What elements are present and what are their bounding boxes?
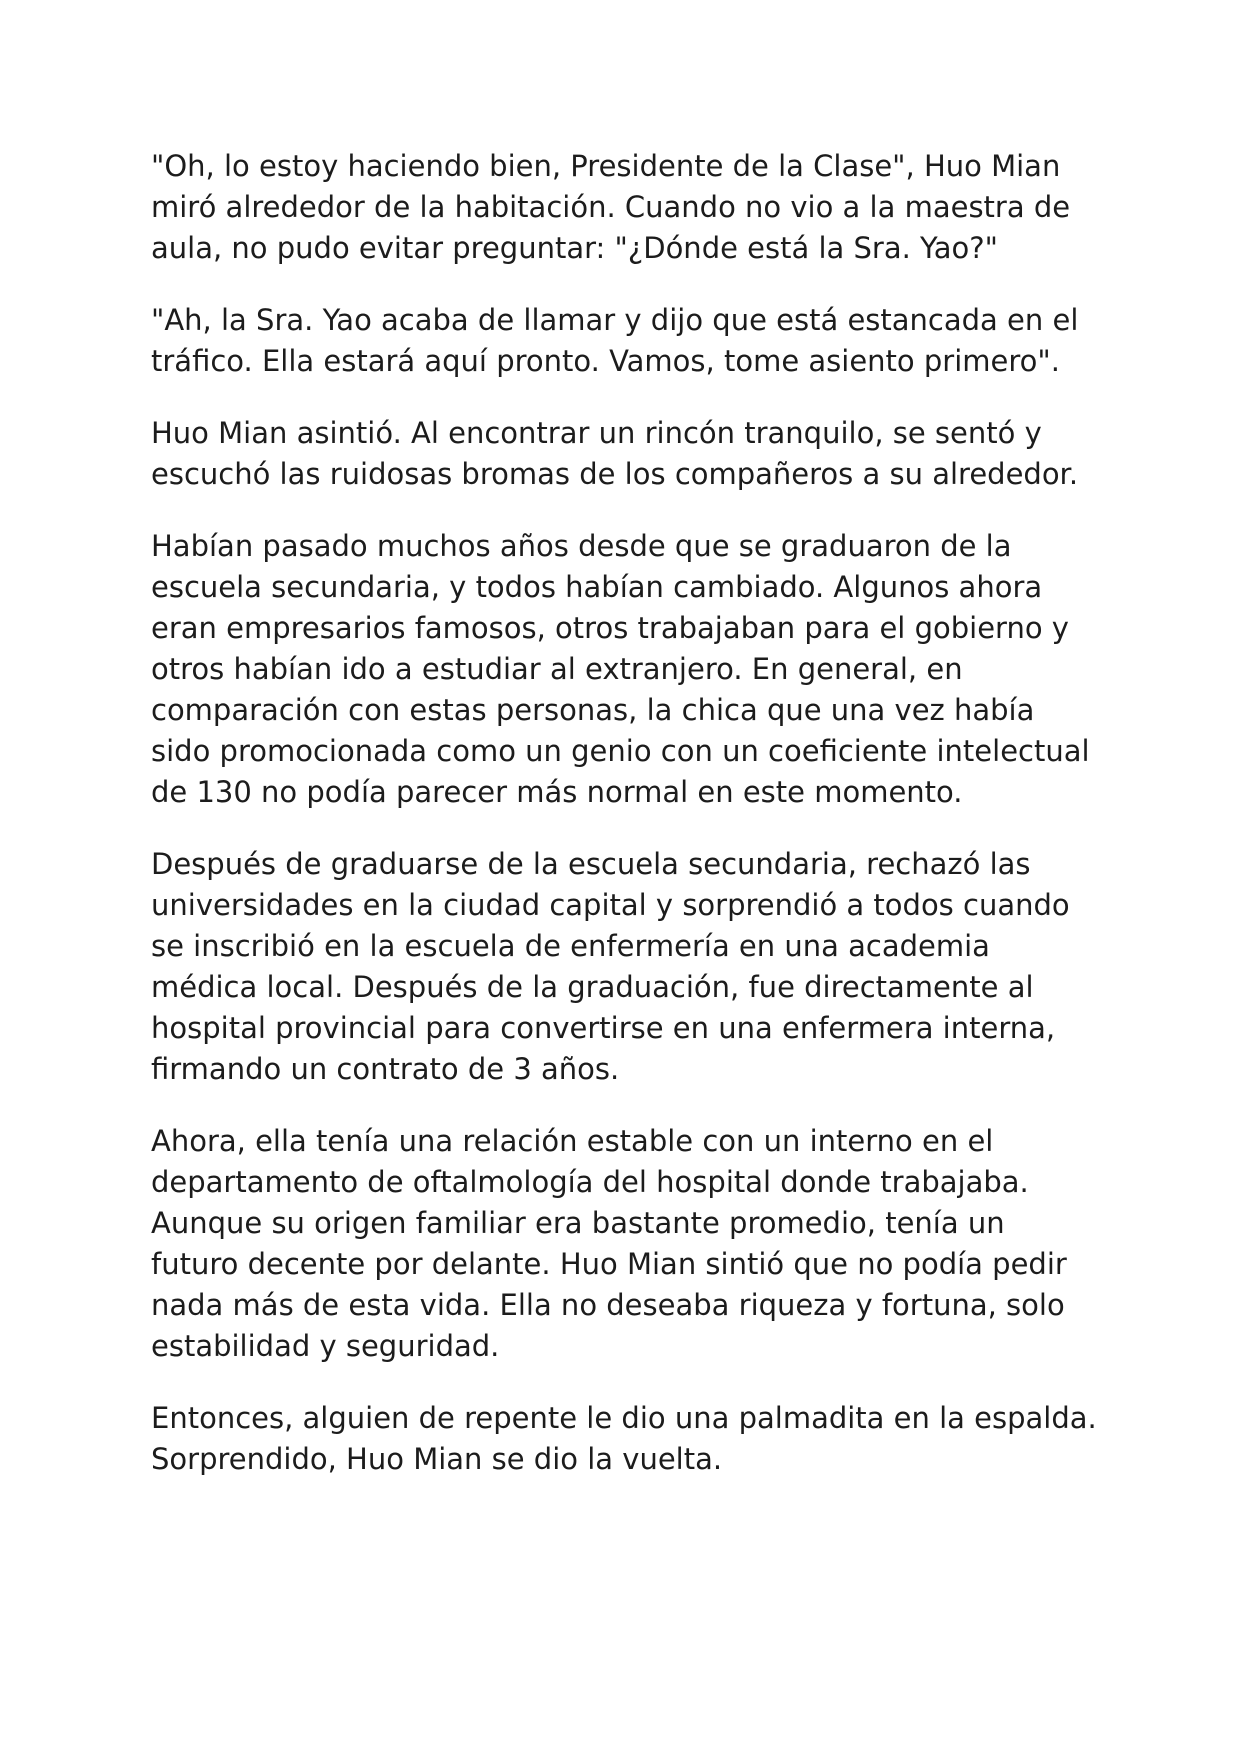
- paragraph-6: Ahora, ella tenía una relación estable con un interno en el departamento de oftalmología del hospital donde trabajaba. Aunque su origen familiar era bastante promedio, tenía un futuro decente por delante. Huo Mian sintió que no podía pedir nada más de esta vida. Ella no deseaba riqueza y fortuna, solo estabilidad y seguridad.: [151, 1124, 1067, 1363]
- paragraph-7: Entonces, alguien de repente le dio una palmadita en la espalda. Sorprendido, Huo Mian se dio la vuelta.: [151, 1401, 1097, 1476]
- paragraph-3: Huo Mian asintió. Al encontrar un rincón tranquilo, se sentó y escuchó las ruidosas bromas de los compañeros a su alrededor.: [151, 416, 1079, 491]
- paragraph-5: Después de graduarse de la escuela secundaria, rechazó las universidades en la ciudad capital y sorprendió a todos cuando se inscribió en la escuela de enfermería en una academia médica local. Después de la graduación, fue directamente al hospital provincial para convertirse en una enfermera interna, firmando un contrato de 3 años.: [151, 847, 1070, 1086]
- paragraph-4: Habían pasado muchos años desde que se graduaron de la escuela secundaria, y todos habían cambiado. Algunos ahora eran empresarios famosos, otros trabajaban para el gobierno y otros habían ido a estudiar al extranjero. En general, en comparación con estas personas, la chica que una vez había sido promocionada como un genio con un coeficiente intelectual de 130 no podía parecer más normal en este momento.: [151, 529, 1090, 809]
- paragraph-2: "Ah, la Sra. Yao acaba de llamar y dijo que está estancada en el tráfico. Ella estará aquí pronto. Vamos, tome asiento primero".: [151, 303, 1079, 378]
- paragraph-1: "Oh, lo estoy haciendo bien, Presidente de la Clase", Huo Mian miró alrededor de la habitación. Cuando no vio a la maestra de aula, no pudo evitar preguntar: "¿Dónde está la Sra. Yao?": [151, 149, 1071, 265]
- document-page: [151, 146, 1101, 1511]
